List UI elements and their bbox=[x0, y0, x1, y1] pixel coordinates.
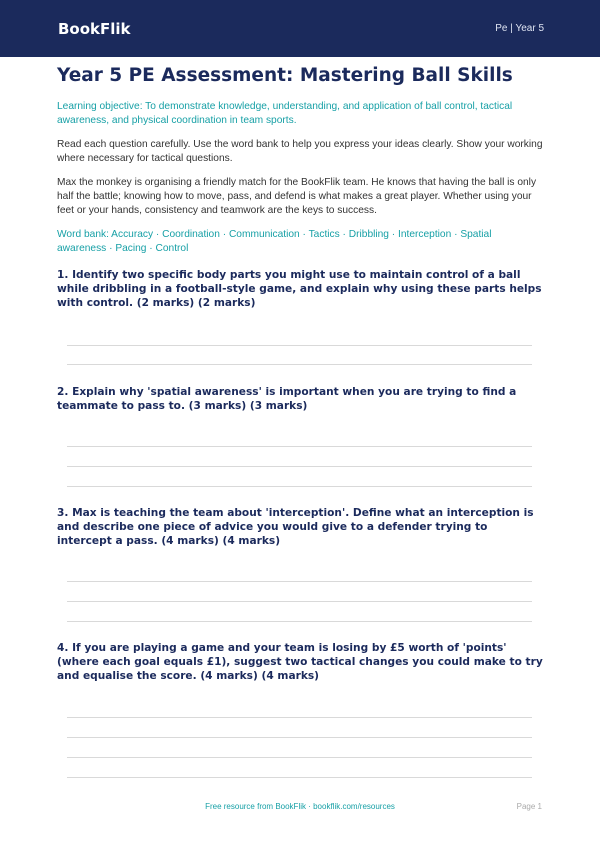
question-3: 3. Max is teaching the team about 'interception'. Define what an interception is and describe one piece of advice you would give to a defender trying to intercept a pass. (4 marks) (4 marks) bbox=[57, 507, 534, 547]
brand-logo: BookFlik bbox=[58, 19, 131, 38]
answer-line[interactable] bbox=[67, 364, 532, 365]
answer-line[interactable] bbox=[67, 446, 532, 447]
intro-section bbox=[57, 62, 543, 256]
answer-line[interactable] bbox=[67, 345, 532, 346]
question-4: 4. If you are playing a game and your team is losing by £5 worth of 'points' (where each goal equals £1), suggest two tactical changes you could make to try and equalise the score. (4 marks) (4 marks) bbox=[57, 642, 543, 682]
question-2: 2. Explain why 'spatial awareness' is important when you are trying to find a teammate to pass to. (3 marks) (3 marks) bbox=[57, 386, 517, 412]
instructions: Read each question carefully. Use the word bank to help you express your ideas clearly. Show your working where necessary for tactical questions. bbox=[57, 139, 543, 164]
subject-year-label: Pe | Year 5 bbox=[495, 23, 544, 34]
answer-line[interactable] bbox=[67, 777, 532, 778]
answer-line[interactable] bbox=[67, 621, 532, 622]
answer-line[interactable] bbox=[67, 737, 532, 738]
word-bank: Word bank: Accuracy · Coordination · Communication · Tactics · Dribbling · Interception · Spatial awareness · Pacing · Control bbox=[57, 229, 492, 254]
answer-line[interactable] bbox=[67, 757, 532, 758]
footer-link[interactable]: Free resource from BookFlik · bookflik.com/resources bbox=[205, 802, 395, 811]
page-title: Year 5 PE Assessment: Mastering Ball Skills bbox=[57, 65, 513, 86]
page-header bbox=[0, 0, 600, 57]
answer-line[interactable] bbox=[67, 601, 532, 602]
intro-paragraph: Max the monkey is organising a friendly match for the BookFlik team. He knows that having the ball is only half the battle; knowing how to move, pass, and defend is what makes a great player. Whether using your feet or your hands, consistency and teamwork are the keys to success. bbox=[57, 177, 537, 216]
answer-line[interactable] bbox=[67, 466, 532, 467]
answer-line[interactable] bbox=[67, 581, 532, 582]
answer-line[interactable] bbox=[67, 486, 532, 487]
answer-line[interactable] bbox=[67, 717, 532, 718]
page-number: Page 1 bbox=[516, 802, 542, 811]
question-1: 1. Identify two specific body parts you might use to maintain control of a ball while dribbling in a football-style game, and explain why using these parts helps with control. (2 marks) (2 marks) bbox=[57, 269, 542, 309]
learning-objective: Learning objective: To demonstrate knowledge, understanding, and application of ball control, tactical awareness, and physical coordination in team sports. bbox=[57, 101, 513, 126]
